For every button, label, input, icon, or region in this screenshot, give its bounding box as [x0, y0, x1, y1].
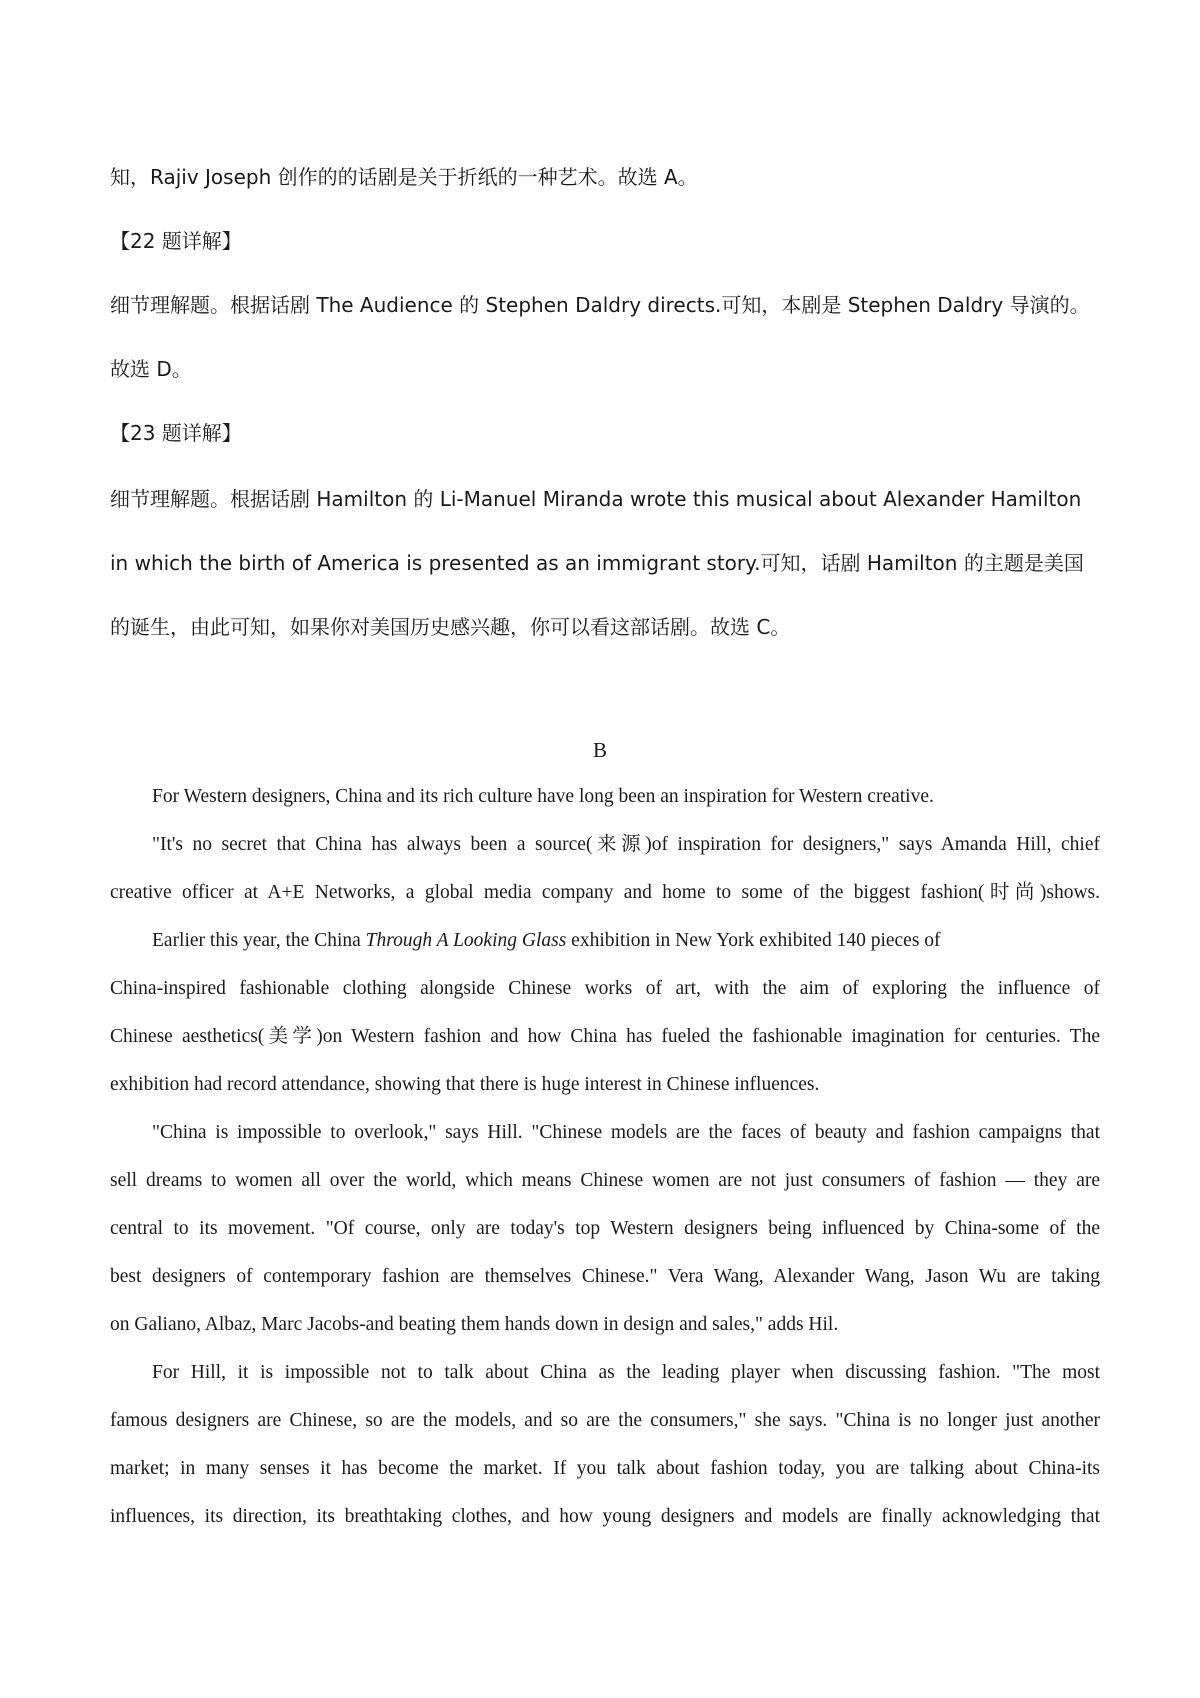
- paragraph-5-line-4: influences, its direction, its breathtaking clothes, and how young designers and models are finally acknowledging that: [110, 1506, 1100, 1527]
- q22-heading: 【22 题详解】: [110, 229, 242, 253]
- q22-explanation-line-2: 故选 D。: [110, 357, 192, 381]
- paragraph-1-line-1: For Western designers, China and its rich culture have long been an inspiration for Western creative.: [152, 786, 934, 807]
- exhibition-title: Through A Looking Glass: [365, 930, 567, 951]
- paragraph-4-line-2: sell dreams to women all over the world, which means Chinese women are not just consumers of fashion — they are: [110, 1170, 1100, 1191]
- paragraph-4-line-4: best designers of contemporary fashion are themselves Chinese." Vera Wang, Alexander Wang, Jason Wu are taking: [110, 1266, 1100, 1287]
- q23-explanation-line-2: in which the birth of America is presented as an immigrant story.可知，话剧 Hamilton 的主题是美国: [110, 551, 1084, 575]
- paragraph-4-line-3: central to its movement. "Of course, only are today's top Western designers being influenced by China-some of the: [110, 1218, 1100, 1239]
- paragraph-5-line-3: market; in many senses it has become the market. If you talk about fashion today, you are talking about China-its: [110, 1458, 1100, 1479]
- paragraph-2-line-1: "It's no secret that China has always been a source(来源)of inspiration for designers," says Amanda Hill, chief: [152, 834, 1100, 855]
- q21-explanation-tail: 知，Rajiv Joseph 创作的的话剧是关于折纸的一种艺术。故选 A。: [110, 165, 698, 189]
- paragraph-5-line-2: famous designers are Chinese, so are the models, and so are the consumers," she says. "China is no longer just another: [110, 1410, 1100, 1431]
- q23-explanation-line-3: 的诞生，由此可知，如果你对美国历史感兴趣，你可以看这部话剧。故选 C。: [110, 615, 791, 639]
- paragraph-3-line-2: China-inspired fashionable clothing alongside Chinese works of art, with the aim of exploring the influence of: [110, 978, 1100, 999]
- q23-explanation-line-1: 细节理解题。根据话剧 Hamilton 的 Li-Manuel Miranda wrote this musical about Alexander Hamilton: [110, 487, 1082, 511]
- paragraph-3-line-4: exhibition had record attendance, showing that there is huge interest in Chinese influences.: [110, 1074, 820, 1095]
- paragraph-4-line-1: "China is impossible to overlook," says Hill. "Chinese models are the faces of beauty and fashion campaigns that: [152, 1122, 1100, 1143]
- paragraph-3-text-a: Earlier this year, the China: [152, 930, 366, 951]
- q23-heading: 【23 题详解】: [110, 421, 242, 445]
- passage-label: B: [592, 738, 607, 762]
- paragraph-2-line-2: creative officer at A+E Networks, a global media company and home to some of the biggest fashion(时尚)shows.: [110, 882, 1100, 903]
- paragraph-3-line-1: [152, 926, 1100, 956]
- paragraph-3-text-b: exhibition in New York exhibited 140 pieces of: [566, 930, 941, 951]
- paragraph-3-line-3: Chinese aesthetics(美学)on Western fashion and how China has fueled the fashionable imagination for centuries. The: [110, 1026, 1100, 1047]
- q22-explanation-line-1: 细节理解题。根据话剧 The Audience 的 Stephen Daldry directs.可知，本剧是 Stephen Daldry 导演的。: [110, 293, 1090, 317]
- paragraph-4-line-5: on Galiano, Albaz, Marc Jacobs-and beating them hands down in design and sales," adds Hil.: [110, 1314, 839, 1335]
- paragraph-5-line-1: For Hill, it is impossible not to talk about China as the leading player when discussing fashion. "The most: [152, 1362, 1100, 1383]
